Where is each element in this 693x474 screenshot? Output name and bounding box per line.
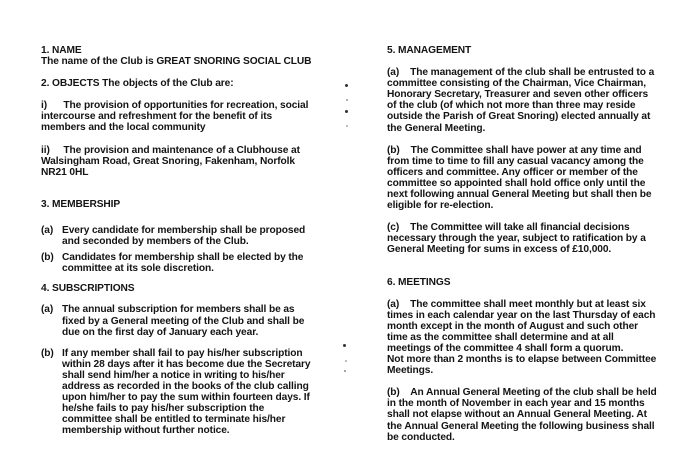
item-text: The committee shall meet monthly but at least six times in each calendar year on the last Thursday of each month except in the month of August and such other time as the committee shall determine and at all meetings of the committee 4 shall form a quorum. bbox=[387, 298, 656, 354]
section-4-heading: 4. SUBSCRIPTIONS bbox=[41, 283, 135, 295]
item-label: (c) bbox=[387, 222, 400, 234]
item-text: Candidates for membership shall be elected by the committee at its sole discretion. bbox=[62, 252, 304, 275]
scan-speck bbox=[345, 360, 347, 362]
scan-speck bbox=[346, 125, 348, 127]
right-column bbox=[387, 45, 657, 443]
item-label: (a) bbox=[41, 304, 54, 316]
objects-item-ii bbox=[41, 145, 313, 178]
section-2-heading: 2. OBJECTS The objects of the Club are: bbox=[41, 78, 234, 90]
item-label: (b) bbox=[387, 144, 400, 156]
item-text: The provision of opportunities for recreation, social intercourse and refreshment for the benefit of its members and the local community bbox=[41, 100, 309, 134]
management-item-a bbox=[387, 67, 657, 134]
management-item-c bbox=[387, 222, 657, 255]
subscriptions-item-a bbox=[41, 304, 313, 337]
membership-item-b bbox=[41, 252, 313, 274]
scan-speck bbox=[346, 99, 348, 101]
item-label: (a) bbox=[387, 67, 400, 79]
section-1-heading: 1. NAME bbox=[41, 45, 82, 56]
scan-speck bbox=[345, 110, 348, 113]
item-label: (a) bbox=[387, 298, 400, 310]
left-column bbox=[41, 45, 313, 436]
item-text: The Committee will take all financial decisions necessary through the year, subject to ratification by a General Meeting for sums in excess of £10,000. bbox=[387, 222, 646, 256]
scan-speck bbox=[344, 370, 346, 372]
scan-speck bbox=[343, 344, 346, 347]
subscriptions-item-b bbox=[41, 348, 313, 437]
section-6-heading: 6. MEETINGS bbox=[387, 276, 451, 288]
section-3-heading: 3. MEMBERSHIP bbox=[41, 198, 121, 210]
management-item-b bbox=[387, 145, 657, 212]
item-label: (a) bbox=[41, 224, 54, 236]
item-label: (b) bbox=[387, 387, 400, 399]
item-text: The management of the club shall be entrusted to a committee consisting of the Chairman, Vice Chairman, Honorary Secretary, Treasurer and seven other officers of the club (of which not more than three may reside outside the Parish of Great Snoring) elected annually at the General Meeting. bbox=[387, 67, 655, 134]
item-text: Every candidate for membership shall be proposed and seconded by members of the Club. bbox=[62, 224, 306, 248]
item-text: An Annual General Meeting of the club shall be held in the month of November in each year and 15 months shall not elapse without an Annual General Meeting. At the Annual General Meeting the following business shall be conducted. bbox=[387, 387, 657, 443]
item-text: The provision and maintenance of a Clubhouse at Walsingham Road, Great Snoring, Fakenham, Norfolk NR21 0HL bbox=[41, 144, 300, 178]
item-text: The annual subscription for members shall be as fixed by a General meeting of the Club and shall be due on the first day of January each year. bbox=[62, 304, 305, 338]
item-text: The Committee shall have power at any time and from time to time to fill any casual vacancy among the officers and committee. Any officer or member of the committee so appointed shall hold office only until the next following annual General Meeting but shall then be eligible for re-election. bbox=[387, 144, 652, 212]
item-text: If any member shall fail to pay his/her subscription within 28 days after it has become due the Secretary shall send him/her a notice in writing to his/her address as recorded in the books of the club calling upon him/her to pay the sum within fourteen days. If he/she fails to pay his/her subscription the committee shall be entitled to terminate his/her membership without further notice. bbox=[62, 347, 311, 437]
section-5-heading: 5. MANAGEMENT bbox=[387, 45, 472, 56]
meetings-item-a-extra: Not more than 2 months is to elapse between Committee Meetings. bbox=[387, 354, 657, 377]
section-1-text: The name of the Club is GREAT SNORING SOCIAL CLUB bbox=[41, 56, 312, 68]
item-label: ii) bbox=[41, 144, 50, 156]
scan-speck bbox=[345, 84, 348, 87]
membership-item-a bbox=[41, 225, 313, 247]
item-label: (b) bbox=[41, 347, 54, 359]
item-label: (b) bbox=[41, 252, 54, 264]
item-label: i) bbox=[41, 100, 48, 112]
meetings-item-a bbox=[387, 299, 657, 354]
meetings-item-b bbox=[387, 387, 657, 442]
objects-item-i bbox=[41, 100, 313, 133]
